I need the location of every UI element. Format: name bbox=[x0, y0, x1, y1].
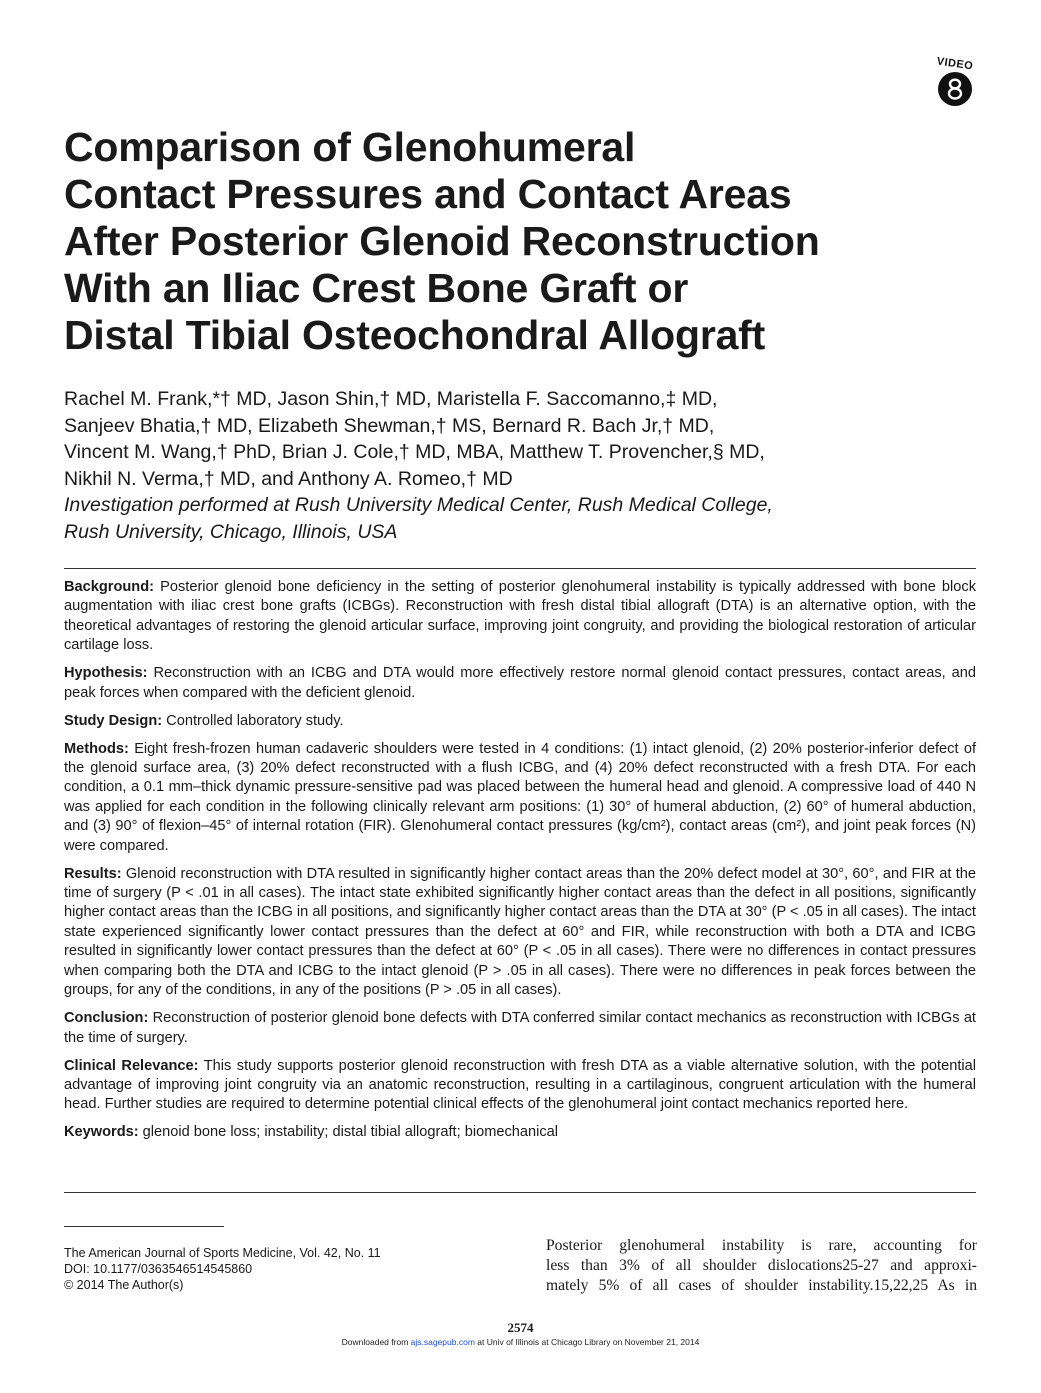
page-number: 2574 bbox=[507, 1320, 534, 1335]
abstract-keywords bbox=[64, 1123, 976, 1142]
section-label: Methods: bbox=[64, 740, 129, 757]
journal-info bbox=[64, 1245, 484, 1293]
author-line: Sanjeev Bhatia,† MD, Elizabeth Shewman,† MS, Bernard R. Bach Jr,† MD, bbox=[64, 414, 715, 437]
institution-line: Rush University, Chicago, Illinois, USA bbox=[64, 520, 398, 543]
abstract-conclusion bbox=[64, 1009, 976, 1048]
section-text: Glenoid reconstruction with DTA resulted in significantly higher contact areas than the 20% defect model at 30°, 60°, and FIR at the time of surgery (P < .01 in all cases). The intact state exhibited significantly higher contact areas than the defect in all positions, significantly higher contact areas than the ICBG in all positions, and significantly higher contact areas than the DTA at 30° (P < .05 in all cases). The intact state experienced significantly lower contact pressures than the defect at 60° and FIR, while reconstruction with both a DTA and ICBG resulted in significantly lower contact pressures than the defect at 60° (P < .05 in all cases). There were no differences in contact pressures when comparing both the DTA and ICBG to the intact glenoid (P > .05 in all cases). There were no differences in peak forces between the groups, for any of the conditions, in any of the positions (P > .05 in all cases). bbox=[64, 865, 976, 999]
abstract-hypothesis bbox=[64, 664, 976, 703]
body-line: Posterior glenohumeral instability is rare, accounting for bbox=[546, 1237, 977, 1254]
section-text: Controlled laboratory study. bbox=[166, 712, 344, 729]
abstract-bottom-rule bbox=[64, 1192, 976, 1193]
title-line: Contact Pressures and Contact Areas bbox=[64, 171, 792, 217]
institution-line: Investigation performed at Rush University Medical Center, Rush Medical College, bbox=[64, 494, 773, 516]
body-column bbox=[546, 1236, 977, 1296]
journal-copyright: © 2014 The Author(s) bbox=[64, 1278, 184, 1292]
section-text: glenoid bone loss; instability; distal tibial allograft; biomechanical bbox=[142, 1124, 559, 1141]
title-line: After Posterior Glenoid Reconstruction bbox=[64, 218, 820, 264]
section-label: Conclusion: bbox=[64, 1010, 149, 1027]
section-text: Posterior glenoid bone deficiency in the setting of posterior glenohumeral instability is typically addressed with bone block augmentation with iliac crest bone grafts (ICBGs). Reconstruction with fresh distal tibial allograft (DTA) is an alternative option, with the theoretical advantages of restoring the glenoid articular surface, improving joint congruity, and providing the biological restoration of articular cartilage loss. bbox=[64, 579, 976, 654]
section-label: Clinical Relevance: bbox=[64, 1057, 199, 1074]
section-label: Keywords: bbox=[64, 1124, 139, 1141]
abstract-study-design bbox=[64, 712, 976, 731]
title-line: With an Iliac Crest Bone Graft or bbox=[64, 265, 689, 311]
footnote-rule bbox=[64, 1226, 224, 1227]
article-title bbox=[64, 124, 924, 359]
section-text: This study supports posterior glenoid reconstruction with fresh DTA as a viable alternative solution, with the potential advantage of improving joint congruity via an anatomic reconstruction, resulting in a cartilaginous, congruent articulation with the humeral head. Further studies are required to determine potential clinical effects of the glenohumeral joint contact mechanics reported here. bbox=[64, 1057, 976, 1113]
body-line: less than 3% of all shoulder dislocations25-27 and approxi- bbox=[546, 1257, 977, 1274]
section-label: Results: bbox=[64, 865, 122, 882]
journal-doi[interactable]: DOI: 10.1177/0363546514545860 bbox=[64, 1262, 253, 1276]
download-prefix: Downloaded from bbox=[341, 1337, 411, 1347]
author-line: Nikhil N. Verma,† MD, and Anthony A. Romeo,† MD bbox=[64, 467, 513, 490]
section-text: Reconstruction of posterior glenoid bone defects with DTA conferred similar contact mechanics as reconstruction with ICBGs at the time of surgery. bbox=[64, 1010, 976, 1046]
download-notice bbox=[0, 1337, 1041, 1347]
abstract-results bbox=[64, 865, 976, 1001]
body-line: mately 5% of all cases of shoulder instability.15,22,25 As in bbox=[546, 1277, 977, 1294]
journal-citation: The American Journal of Sports Medicine, Vol. 42, No. 11 bbox=[64, 1246, 381, 1260]
video-reel-icon bbox=[938, 72, 972, 106]
author-line: Vincent M. Wang,† PhD, Brian J. Cole,† MD, MBA, Matthew T. Provencher,§ MD, bbox=[64, 441, 765, 463]
section-text: Eight fresh-frozen human cadaveric shoulders were tested in 4 conditions: (1) intact glenoid, (2) 20% posterior-inferior defect of the glenoid surface area, (3) 20% defect reconstructed with a flush ICBG, and (4) 20% defect reconstructed with a fresh DTA. For each condition, a 0.1 mm–thick dynamic pressure-sensitive pad was placed between the humeral head and glenoid. A compressive load of 440 N was applied for each condition in the following clinically relevant arm positions: (1) 30° of humeral abduction, (2) 60° of humeral abduction, and (3) 90° of flexion–45° of internal rotation (FIR). Glenohumeral contact pressures (kg/cm²), contact areas (cm²), and joint peak forces (N) were compared. bbox=[64, 740, 976, 854]
abstract bbox=[64, 578, 976, 1151]
abstract-top-rule bbox=[64, 568, 976, 569]
abstract-background bbox=[64, 578, 976, 656]
abstract-clinical-relevance bbox=[64, 1057, 976, 1115]
title-line: Comparison of Glenohumeral bbox=[64, 124, 636, 170]
section-label: Study Design: bbox=[64, 712, 163, 729]
section-text: Reconstruction with an ICBG and DTA would more effectively restore normal glenoid contact pressures, contact areas, and peak forces when compared with the deficient glenoid. bbox=[64, 665, 976, 701]
title-line: Distal Tibial Osteochondral Allograft bbox=[64, 312, 766, 358]
video-badge-label: VIDEO bbox=[935, 55, 975, 73]
author-list bbox=[64, 386, 964, 545]
section-label: Background: bbox=[64, 579, 154, 595]
abstract-methods bbox=[64, 740, 976, 856]
download-link[interactable]: ajs.sagepub.com bbox=[410, 1337, 475, 1347]
download-suffix: at Univ of Illinois at Chicago Library on November 21, 2014 bbox=[474, 1337, 700, 1347]
section-label: Hypothesis: bbox=[64, 665, 148, 682]
author-line: Rachel M. Frank,*† MD, Jason Shin,† MD, Maristella F. Saccomanno,‡ MD, bbox=[64, 388, 718, 410]
video-badge[interactable] bbox=[930, 55, 980, 110]
